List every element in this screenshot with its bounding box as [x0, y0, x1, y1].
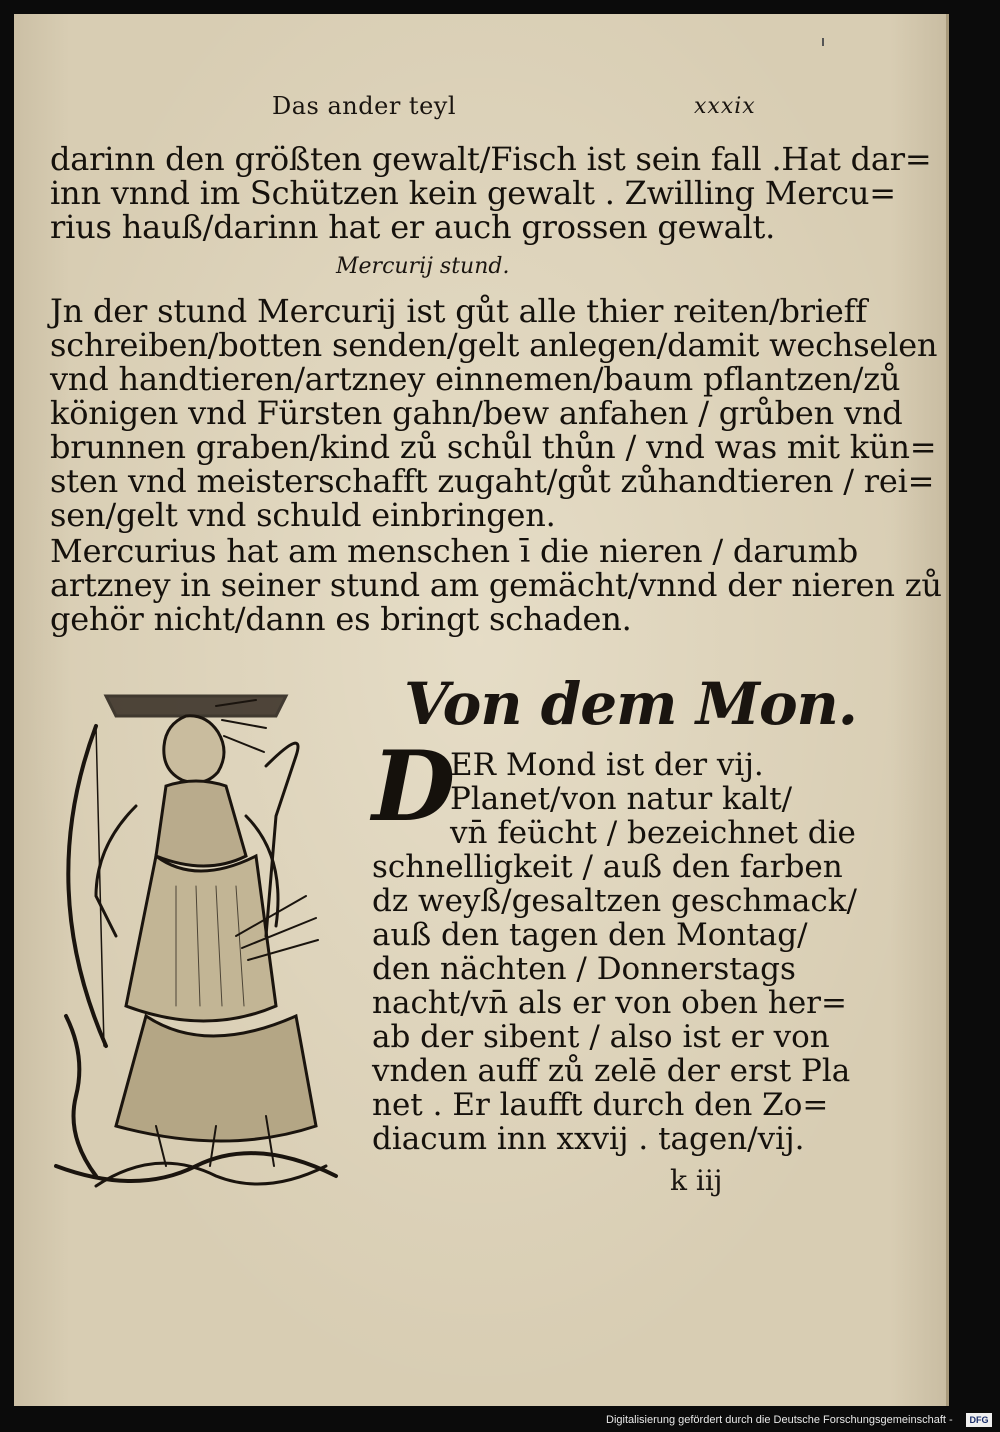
paragraph2-line: gehör nicht/dann es bringt schaden. [50, 600, 632, 638]
section-line: ab der sibent / also ist er von [372, 1019, 830, 1055]
section-line: vn̄ feücht / bezeichnet die [450, 815, 856, 851]
section-line: auß den tagen den Montag/ [372, 917, 808, 953]
signature-mark: k iij [670, 1164, 723, 1197]
paragraph1-line: brunnen graben/kind zů schůl thůn / vnd was mit kün= [50, 428, 937, 466]
section-line: nacht/vn̄ als er von oben her= [372, 985, 847, 1021]
book-page [14, 14, 949, 1406]
paragraph1-line: sen/gelt vnd schuld einbringen. [50, 496, 556, 534]
subheading-mercury-hour: Mercurij stund. [336, 254, 510, 279]
section-line: Planet/von natur kalt/ [450, 781, 793, 817]
body-line: inn vnnd im Schützen kein gewalt . Zwilling Mercu= [50, 174, 896, 212]
paragraph1-line: königen vnd Fürsten gahn/bew anfahen / grůben vnd [50, 394, 903, 432]
paragraph2-line: Mercurius hat am menschen ī die nieren / darumb [50, 532, 859, 570]
decorated-initial: D [372, 730, 456, 843]
body-line: rius hauß/darinn hat er auch grossen gewalt. [50, 208, 776, 246]
section-line: net . Er laufft durch den Zo= [372, 1087, 829, 1123]
page-edge-mark [822, 38, 824, 46]
paragraph1-line: Jn der stund Mercurij ist gůt alle thier reiten/brieff [50, 292, 867, 330]
running-head: Das ander teyl [272, 92, 457, 120]
paragraph1-line: vnd handtieren/artzney einnemen/baum pflantzen/zů [50, 360, 901, 398]
section-line: schnelligkeit / auß den farben [372, 849, 843, 885]
section-line: dz weyß/gesaltzen geschmack/ [372, 883, 857, 919]
section-line: diacum inn xxvij . tagen/vij. [372, 1121, 805, 1157]
funding-credit: Digitalisierung gefördert durch die Deutsche Forschungsgemeinschaft - [606, 1414, 953, 1426]
section-line: vnden auff zů zelē der erst Pla [372, 1053, 851, 1089]
dfg-logo: DFG [966, 1413, 992, 1427]
section-line: ER Mond ist der vij. [450, 747, 764, 783]
section-line: den nächten / Donnerstags [372, 951, 796, 987]
section-heading: Von dem Mon. [404, 670, 857, 738]
paragraph1-line: sten vnd meisterschafft zugaht/gůt zůhandtieren / rei= [50, 462, 935, 500]
folio-number: xxxix [694, 94, 756, 119]
body-line: darinn den größten gewalt/Fisch ist sein fall .Hat dar= [50, 140, 932, 178]
woodcut-moon-goddess-icon [36, 686, 354, 1208]
paragraph1-line: schreiben/botten senden/gelt anlegen/damit wechselen [50, 326, 938, 364]
paragraph2-line: artzney in seiner stund am gemächt/vnnd der nieren zů [50, 566, 942, 604]
